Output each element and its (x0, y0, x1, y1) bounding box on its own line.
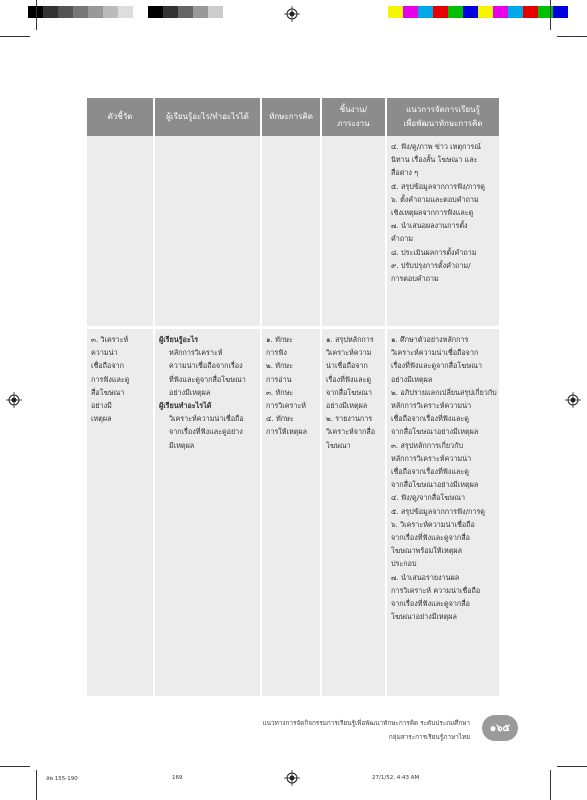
gray-swatch (163, 6, 178, 18)
cell-line: ความน่า (91, 348, 118, 358)
color-swatch (418, 6, 433, 18)
gray-swatch (73, 6, 88, 18)
cell-line: จากเรื่องที่ฟังและดูจากสื่อ (391, 599, 470, 609)
cell-line: วิเคราะห์ความน่าเชื่อถือ (169, 414, 244, 424)
cell-line: ๖. ตั้งคำถามและตอบคำถาม (391, 194, 479, 204)
cell-line: โฆษณา (326, 440, 351, 450)
cell-line: ๗. นำเสนอรายงานผล (391, 572, 460, 582)
footer-book-title: แนวทางการจัดกิจกรรมการเรียนรู้เพื่อพัฒนาทักษะการคิด ระดับประถมศึกษา (262, 719, 470, 727)
cell-line: การฟัง (266, 348, 287, 358)
crop-mark (557, 36, 587, 37)
color-swatch (433, 6, 448, 18)
cell-task (320, 136, 385, 326)
gray-swatch (103, 6, 118, 18)
cell-line: อย่างมีเหตุผล (169, 387, 211, 397)
cell-line: ๑. ทักษะ (266, 335, 293, 344)
cell-line: สื่อต่าง ๆ (391, 168, 419, 178)
cell-line: เชื่อถือจากเรื่องที่ฟังและดู (391, 467, 469, 477)
slug-datetime: 27/1/52, 4:43 AM (372, 775, 420, 781)
cell-learner-outcome (153, 136, 260, 326)
cell-line: คำถาม (391, 234, 413, 244)
cell-line: จากสื่อโฆษณาอย่างมีเหตุผล (391, 480, 479, 490)
cell-line: หลักการวิเคราะห์ความน่า (391, 401, 472, 411)
color-swatch (553, 6, 568, 18)
cell-line: ๘. ประเมินผลการตั้งคำถาม (391, 247, 477, 257)
cell-line: เชื่อถือจาก (91, 361, 124, 371)
cell-line: เชิงเหตุผลจากการฟังและดู (391, 208, 474, 218)
cell-approach (385, 136, 499, 326)
header-thinking-skill: ทักษะการคิด (260, 98, 320, 136)
cell-thinking-skill (260, 329, 320, 696)
slug-file: ลพ 155-190 (46, 776, 78, 782)
cell-line: การตอบคำถาม (391, 274, 439, 284)
gray-swatch (223, 6, 238, 18)
cell-approach (385, 329, 499, 696)
table-row (87, 326, 499, 696)
gray-swatch (133, 6, 148, 18)
cell-indicator (87, 136, 153, 326)
crop-mark (0, 36, 30, 37)
table-header (87, 98, 499, 136)
cell-line: เชื่อถือจากเรื่องที่ฟังและดู (391, 414, 469, 424)
gray-swatch (88, 6, 103, 18)
cell-line: ๕. สรุปข้อมูลจากการฟัง/การดู (391, 181, 485, 191)
crop-mark (36, 0, 37, 30)
cell-line: ๒. รายงานการ (326, 414, 373, 424)
cell-line: จากสื่อโฆษณาอย่างมีเหตุผล (391, 427, 479, 437)
gray-swatch (118, 6, 133, 18)
cell-line: จากสื่อโฆษณา (326, 387, 372, 397)
cell-line: จากเรื่องที่ฟังและดูจากสื่อ (391, 533, 470, 543)
header-approach-line: เพื่อพัฒนาทักษะการคิด (403, 119, 483, 128)
cell-line: การวิเคราะห์ (266, 401, 307, 411)
gray-swatch (178, 6, 193, 18)
cell-line: สื่อโฆษณา (91, 387, 125, 397)
cell-line: ๙. ปรับปรุงการตั้งคำถาม/ (391, 260, 471, 270)
cell-line: อย่างมีเหตุผล (326, 401, 368, 411)
cell-line: ๗. นำเสนอผลงานการตั้ง (391, 221, 468, 231)
gray-registration-bar (28, 6, 238, 18)
gray-swatch (208, 6, 223, 18)
crop-mark (0, 766, 30, 767)
crop-mark (557, 766, 587, 767)
color-swatch (463, 6, 478, 18)
learn-what-heading: ผู้เรียนรู้อะไร (159, 335, 199, 344)
cell-line: ๖. วิเคราะห์ความน่าเชื่อถือ (391, 519, 475, 529)
cell-line: ๓. ทักษะ (266, 387, 294, 397)
table-row (87, 136, 499, 326)
color-swatch (388, 6, 403, 18)
header-task (320, 98, 385, 136)
cell-line: อย่างมีเหตุผล (391, 374, 433, 384)
cell-indicator (87, 329, 153, 696)
registration-target-icon (565, 392, 581, 408)
cell-line: จากเรื่องที่ฟังและดูอย่าง (169, 427, 243, 437)
color-swatch (403, 6, 418, 18)
cell-task (320, 329, 385, 696)
cell-line: เหตุผล (91, 414, 112, 424)
cell-line: อย่างมี (91, 401, 112, 411)
cell-line: การอ่าน (266, 374, 292, 384)
color-swatch (448, 6, 463, 18)
cell-line: วิเคราะห์จากสื่อ (326, 427, 376, 437)
cell-line: ๔. ทักษะ (266, 414, 294, 424)
cell-line: ๔. ฟัง/ดู/ภาพ ข่าว เหตุการณ์ (391, 142, 481, 151)
cell-line: นิทาน เรื่องสั้น โฆษณา และ (391, 155, 478, 165)
cell-line: ๔. ฟัง/ดู/จากสื่อโฆษณา (391, 493, 466, 503)
cell-line: หลักการวิเคราะห์ความน่า (391, 453, 472, 463)
cell-line: หลักการวิเคราะห์ (169, 348, 223, 358)
slug-page: 169 (172, 775, 183, 781)
cell-line: มีเหตุผล (169, 440, 195, 450)
cell-line: เรื่องที่ฟังและดูจากสื่อโฆษณา (391, 361, 482, 371)
color-swatch (478, 6, 493, 18)
header-approach-line: แนวการจัดการเรียนรู้ (406, 105, 480, 114)
crop-mark (550, 0, 551, 30)
gray-swatch (148, 6, 163, 18)
cell-line: ประกอบ (391, 559, 417, 569)
cell-line: วิเคราะห์ความน่าเชื่อถือจาก (391, 348, 479, 358)
gray-swatch (43, 6, 58, 18)
crop-mark (36, 770, 37, 800)
cell-line: การฟังและดู (91, 374, 130, 384)
cell-learner-outcome (153, 329, 260, 696)
cell-line: เรื่องที่ฟังและดู (326, 374, 372, 384)
page-number-badge: ๑๖๕ (482, 715, 518, 741)
color-swatch (493, 6, 508, 18)
can-do-text (159, 412, 256, 452)
learn-what-text (159, 346, 256, 399)
cell-line: ๒. ทักษะ (266, 361, 293, 371)
registration-target-icon (284, 770, 300, 786)
header-approach (385, 98, 499, 136)
color-swatch (508, 6, 523, 18)
cell-line: ที่ฟังและดูจากสื่อโฆษณา (169, 374, 246, 384)
gray-swatch (58, 6, 73, 18)
header-task-line: ภาระงาน (337, 119, 370, 128)
cell-line: ๒. อภิปรายแลกเปลี่ยนสรุปเกี่ยวกับ (391, 387, 497, 397)
cell-line: การให้เหตุผล (266, 427, 307, 437)
gray-swatch (193, 6, 208, 18)
crop-mark (550, 770, 551, 800)
cell-line: โฆษณาอย่างมีเหตุผล (391, 612, 457, 622)
cell-line: โฆษณาพร้อมให้เหตุผล (391, 546, 463, 556)
can-do-heading: ผู้เรียนทำอะไรได้ (159, 401, 212, 411)
color-swatch (523, 6, 538, 18)
cell-line: การวิเคราะห์ ความน่าเชื่อถือ (391, 585, 481, 595)
cell-line: ๓. สรุปหลักการเกี่ยวกับ (391, 440, 464, 450)
cell-line: ๓. วิเคราะห์ (91, 335, 129, 344)
cell-line: ๑. ศึกษาตัวอย่างหลักการ (391, 335, 469, 344)
cell-line: วิเคราะห์ความ (326, 348, 372, 358)
cell-line: ๑. สรุปหลักการ (326, 335, 374, 344)
cell-line: ความน่าเชื่อถือจากเรื่อง (169, 361, 243, 371)
header-learner-outcome: ผู้เรียนรู้อะไร/ทำอะไรได้ (153, 98, 260, 136)
footer-subject: กลุ่มสาระการเรียนรู้ภาษาไทย (388, 733, 470, 741)
cell-thinking-skill (260, 136, 320, 326)
cell-line: น่าเชื่อถือจาก (326, 361, 368, 371)
cell-line: ๕. สรุปข้อมูลจากการฟัง/การดู (391, 506, 485, 516)
header-task-line: ชิ้นงาน/ (339, 105, 368, 114)
learning-table (87, 98, 499, 696)
registration-target-icon (284, 6, 300, 22)
registration-target-icon (6, 392, 22, 408)
header-indicator: ตัวชี้วัด (107, 112, 133, 121)
color-registration-bar (388, 6, 568, 18)
